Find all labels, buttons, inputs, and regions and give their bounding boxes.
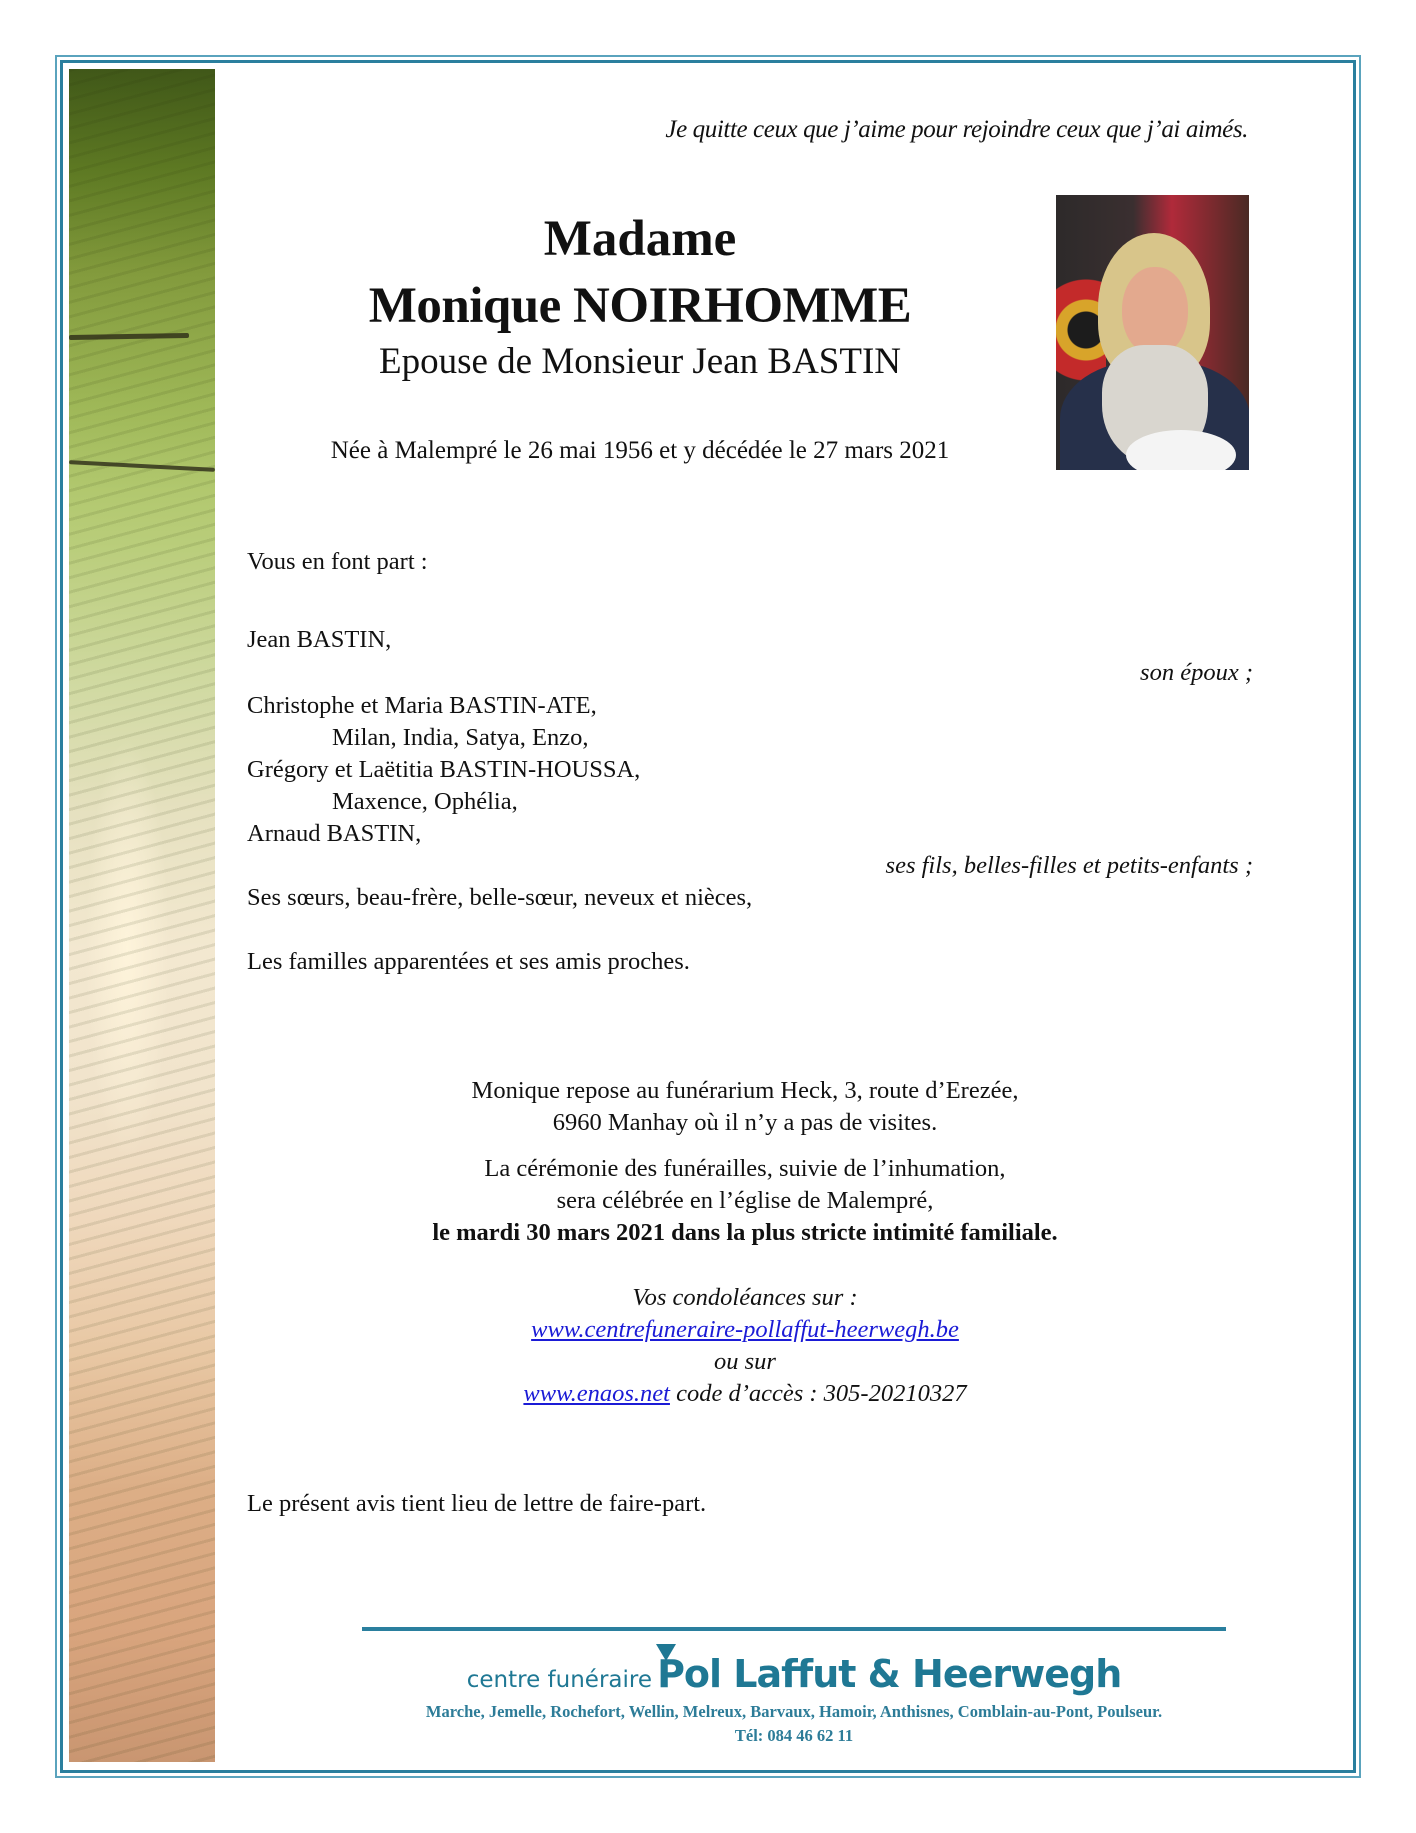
relation-label: son époux ;: [1140, 659, 1253, 686]
funeral-home-locations: Marche, Jemelle, Rochefort, Wellin, Melreux, Barvaux, Hamoir, Anthisnes, Comblain-au-Pont, Poulseur.: [425, 1702, 1163, 1721]
rest-location-line: Monique repose au funérarium Heck, 3, route d’Erezée,: [471, 1077, 1019, 1104]
logo-prefix: centre funéraire: [466, 1667, 652, 1693]
epigraph-quote: Je quitte ceux que j’aime pour rejoindre ceux que j’ai aimés.: [665, 116, 1248, 143]
announcement-intro: Vous en font part :: [247, 548, 428, 575]
condolences-or: ou sur: [714, 1348, 776, 1375]
family-line: Grégory et Laëtitia BASTIN-HOUSSA,: [247, 756, 641, 783]
birth-death-line: Née à Malempré le 26 mai 1956 et y décédée le 27 mars 2021: [330, 437, 950, 464]
family-line: Christophe et Maria BASTIN-ATE,: [247, 692, 597, 719]
funeral-home-phone: Tél: 084 46 62 11: [734, 1726, 854, 1745]
spacer: [247, 1139, 1243, 1153]
funeral-info: [247, 1075, 1243, 1249]
family-line: Ses sœurs, beau-frère, belle-sœur, neveux et nièces,: [247, 884, 753, 911]
family-line: Milan, India, Satya, Enzo,: [332, 724, 589, 751]
condolences-label: Vos condoléances sur :: [632, 1284, 858, 1311]
access-code: code d’accès : 305-20210327: [669, 1380, 967, 1407]
tree-branch: [69, 333, 189, 340]
funeral-home-logo: [362, 1652, 1226, 1696]
forest-path-image: [69, 69, 215, 1762]
condolences-block: [247, 1282, 1243, 1410]
logo-brand: Pol Laffut & Heerwegh: [657, 1652, 1122, 1696]
relation-label: ses fils, belles-filles et petits-enfants ;: [885, 852, 1253, 879]
tree-branch: [69, 460, 215, 472]
closing-note: Le présent avis tient lieu de lettre de faire-part.: [247, 1490, 707, 1517]
rest-location-line: 6960 Manhay où il n’y a pas de visites.: [552, 1109, 938, 1136]
family-line: Arnaud BASTIN,: [247, 820, 422, 847]
portrait-face: [1122, 267, 1188, 355]
ceremony-line: sera célébrée en l’église de Malempré,: [556, 1187, 934, 1214]
title-madame: Madame: [543, 211, 737, 267]
deceased-name: Monique NOIRHOMME: [368, 278, 912, 334]
ceremony-date: le mardi 30 mars 2021 dans la plus stricte intimité familiale.: [432, 1219, 1058, 1246]
family-line: Jean BASTIN,: [247, 626, 392, 653]
family-line: Maxence, Ophélia,: [332, 788, 518, 815]
spouse-line: Epouse de Monsieur Jean BASTIN: [378, 341, 902, 382]
footer-divider: [362, 1627, 1226, 1631]
condolences-link-enaos[interactable]: www.enaos.net: [523, 1380, 670, 1407]
portrait-photo: [1056, 195, 1249, 470]
condolences-link-pollaffut[interactable]: www.centrefuneraire-pollaffut-heerwegh.be: [531, 1316, 959, 1343]
ceremony-line: La cérémonie des funérailles, suivie de l’inhumation,: [484, 1155, 1006, 1182]
family-line: Les familles apparentées et ses amis proches.: [247, 948, 690, 975]
